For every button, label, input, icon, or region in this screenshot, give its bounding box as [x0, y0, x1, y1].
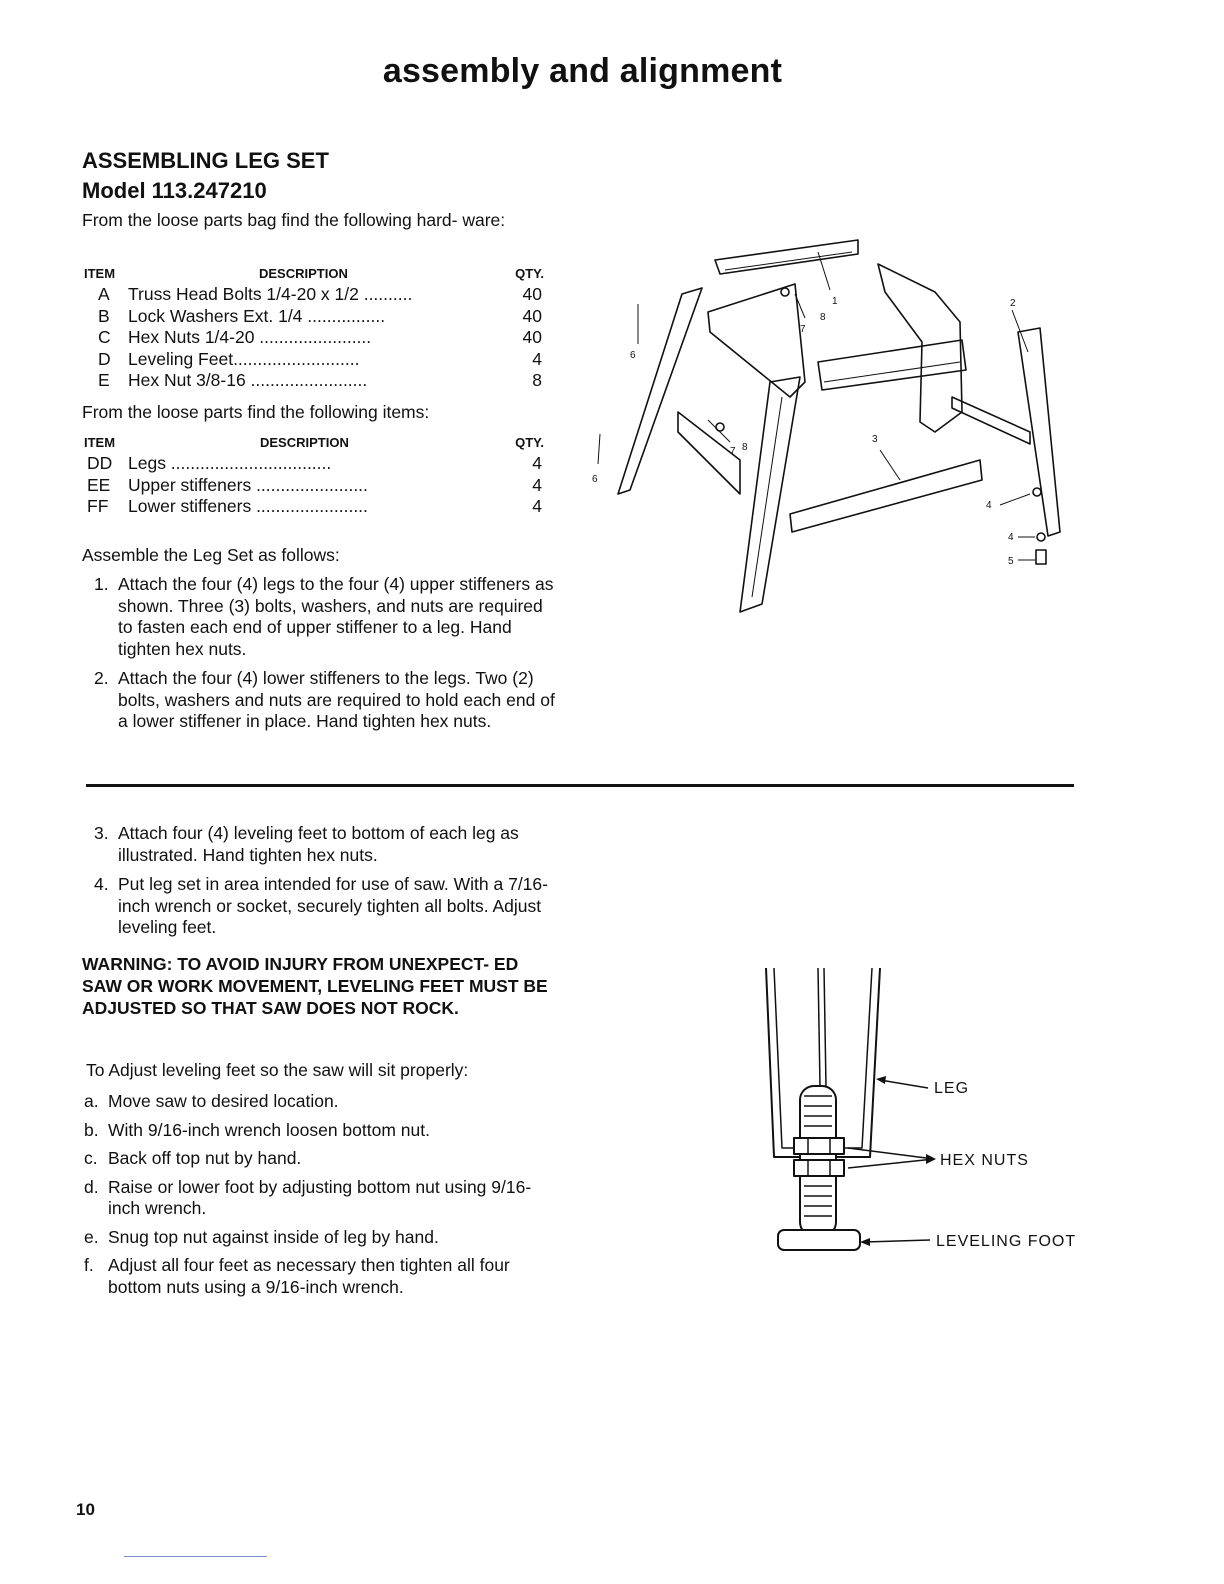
leveling-foot-icon [1036, 550, 1046, 564]
upper-stiffener-front [818, 340, 966, 390]
page-title: assembly and alignment [382, 52, 783, 90]
item-description: Legs ................................. [128, 453, 332, 473]
label-leveling-foot: LEVELING FOOT [936, 1233, 1077, 1250]
list-item [86, 668, 556, 733]
list-item [80, 1120, 550, 1142]
label-hex-nuts: HEX NUTS [940, 1152, 1029, 1169]
list-item [86, 574, 556, 660]
step-number: 2. [94, 668, 109, 688]
step-text: Move saw to desired location. [108, 1091, 339, 1111]
list-item [80, 1091, 550, 1113]
table-row [84, 496, 544, 518]
callout-number: 4 [986, 500, 992, 511]
item-qty: 40 [522, 284, 542, 304]
warning-text: WARNING: TO AVOID INJURY FROM UNEXPECT- ED SAW OR WORK MOVEMENT, LEVELING FEET MUST BE ADJUSTED SO THAT SAW DOES NOT ROCK. [82, 954, 548, 1018]
leveling-foot [778, 1230, 860, 1250]
item-qty: 4 [532, 453, 542, 473]
list-item [80, 1255, 550, 1298]
step-text: Raise or lower foot by adjusting bottom nut using 9/16-inch wrench. [108, 1176, 532, 1218]
step-letter: e. [84, 1226, 99, 1247]
step-letter: d. [84, 1176, 99, 1197]
item-description: Hex Nut 3/8-16 ........................ [128, 370, 368, 390]
leg-right [1018, 328, 1060, 536]
step-number: 1. [94, 574, 109, 594]
nut-icon [1037, 533, 1045, 541]
item-code: FF [87, 496, 109, 516]
item-qty: 4 [532, 348, 542, 369]
col-item: ITEM [84, 266, 116, 281]
item-qty: 4 [532, 496, 542, 516]
step-text: Adjust all four feet as necessary then tighten all four bottom nuts using a 9/16-inch wrench. [108, 1255, 510, 1297]
col-item: ITEM [84, 435, 116, 450]
table-row [84, 453, 544, 475]
item-description: Leveling Feet.......................... [128, 348, 360, 369]
bolt-icon [781, 288, 789, 296]
item-description: Upper stiffeners ....................... [128, 474, 368, 495]
assembly-steps [86, 574, 556, 741]
hardware-table [84, 266, 544, 392]
table-row [84, 284, 544, 306]
step-text: Attach the four (4) lower stiffeners to the legs. Two (2) bolts, washers and nuts are required to hold each end of a lower stiffener in place. Hand tighten hex nuts. [118, 668, 555, 731]
section-divider [86, 784, 1074, 787]
item-qty: 40 [522, 327, 542, 347]
step-number: 3. [94, 823, 109, 843]
step-text: Put leg set in area intended for use of saw. With a 7/16-inch wrench or socket, securely tighten all bolts. Adjust leveling feet. [118, 874, 548, 937]
item-code: B [98, 305, 110, 326]
item-code: C [98, 327, 111, 347]
col-qty: QTY. [515, 266, 544, 281]
list-item [86, 823, 558, 866]
callout-number: 2 [1010, 298, 1016, 309]
table-row [84, 306, 544, 328]
item-code: EE [87, 474, 111, 495]
upper-stiffener-left [708, 284, 805, 397]
step-text: Attach the four (4) legs to the four (4) upper stiffeners as shown. Three (3) bolts, washers, and nuts are required to fasten each end of upper stiffener to a leg. Hand tighten hex nuts. [118, 574, 554, 659]
item-qty: 4 [532, 474, 542, 495]
leg-front [740, 377, 800, 612]
callout-number: 7 [730, 446, 736, 457]
step-letter: a. [84, 1091, 99, 1111]
step-text: Back off top nut by hand. [108, 1148, 302, 1168]
callout-number: 3 [872, 434, 878, 445]
step-letter: f. [84, 1255, 94, 1275]
leg-left [618, 288, 702, 494]
lower-stiffener-front [790, 460, 982, 532]
item-description: Lock Washers Ext. 1/4 ................ [128, 305, 386, 326]
step-text: Attach four (4) leveling feet to bottom of each leg as illustrated. Hand tighten hex nuts. [118, 823, 519, 865]
callout-number: 8 [742, 442, 748, 453]
col-description: DESCRIPTION [260, 435, 349, 450]
list-item [80, 1148, 550, 1170]
step-number: 4. [94, 874, 109, 894]
adjust-steps [80, 1091, 550, 1305]
item-qty: 40 [522, 305, 542, 326]
table-row [84, 475, 544, 497]
upper-stiffener-top [715, 240, 858, 274]
callout-number: 5 [1008, 556, 1014, 567]
callout-number: 8 [820, 312, 826, 323]
lower-stiffener-right [952, 397, 1030, 444]
leg-back-right [878, 264, 962, 432]
step-text: Snug top nut against inside of leg by hand. [108, 1226, 439, 1247]
item-description: Lower stiffeners ....................... [128, 496, 368, 516]
model-number: Model 113.247210 [82, 178, 267, 203]
item-code: DD [87, 453, 113, 473]
item-code: E [98, 370, 110, 390]
bolt-icon [716, 423, 724, 431]
intro-text: From the loose parts bag find the following hard- ware: [82, 210, 506, 230]
leg-set-exploded-diagram [590, 232, 1090, 617]
nut-icon [1033, 488, 1041, 496]
table-header [84, 435, 544, 453]
page-number: 10 [76, 1500, 95, 1519]
hex-nut-top [794, 1138, 844, 1154]
step-letter: c. [84, 1148, 98, 1168]
section-title: ASSEMBLING LEG SET [82, 148, 329, 173]
item-code: A [98, 284, 110, 304]
list-item [86, 874, 558, 939]
item-code: D [98, 348, 111, 369]
loose-parts-text: From the loose parts find the following items: [82, 402, 430, 422]
table-row [84, 327, 544, 349]
col-qty: QTY. [515, 435, 544, 450]
table-row [84, 349, 544, 371]
col-description: DESCRIPTION [259, 266, 348, 281]
list-item [80, 1177, 550, 1220]
callout-number: 7 [800, 324, 806, 335]
table-row [84, 370, 544, 392]
callout-number: 6 [630, 350, 636, 361]
item-description: Truss Head Bolts 1/4-20 x 1/2 .......... [128, 284, 413, 304]
hex-nut-bottom [794, 1160, 844, 1176]
assembly-steps-continued [86, 823, 558, 947]
adjust-intro: To Adjust leveling feet so the saw will sit properly: [86, 1060, 469, 1080]
list-item [80, 1227, 550, 1249]
item-qty: 8 [532, 370, 542, 390]
callout-number: 6 [592, 474, 598, 485]
callout-number: 1 [832, 296, 838, 307]
assemble-intro: Assemble the Leg Set as follows: [82, 545, 340, 565]
item-description: Hex Nuts 1/4-20 ....................... [128, 327, 372, 347]
leveling-foot-diagram [760, 962, 1100, 1262]
items-table [84, 435, 544, 518]
footer-divider [124, 1556, 267, 1557]
step-text: With 9/16-inch wrench loosen bottom nut. [108, 1119, 430, 1140]
label-leg: LEG [934, 1080, 970, 1097]
step-letter: b. [84, 1119, 99, 1140]
callout-number: 4 [1008, 532, 1014, 543]
table-header [84, 266, 544, 284]
